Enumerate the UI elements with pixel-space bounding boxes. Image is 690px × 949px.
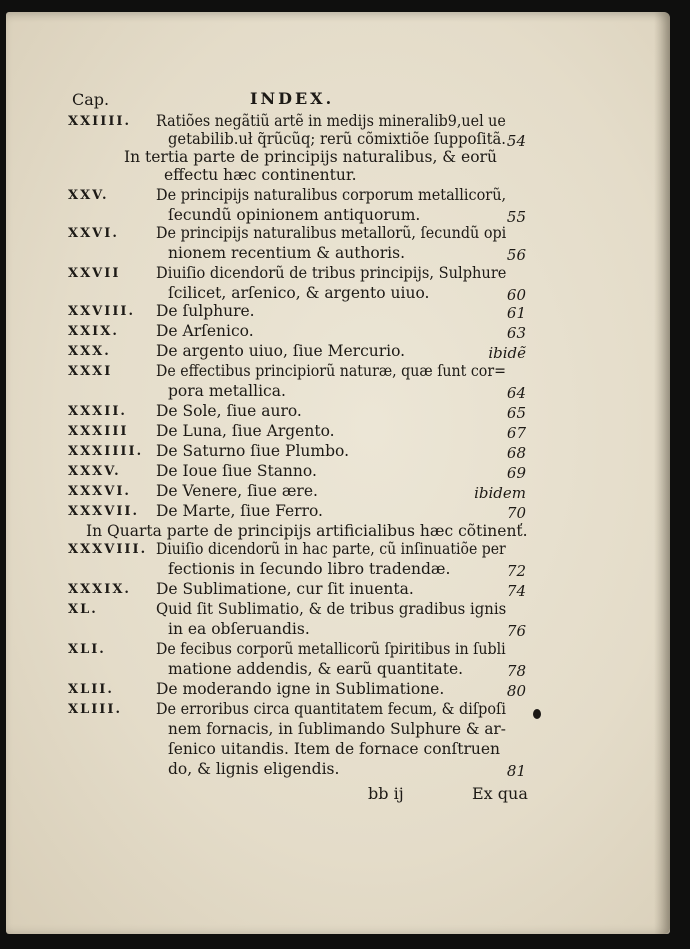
header-cap: Cap. bbox=[72, 90, 110, 109]
book-page bbox=[6, 12, 670, 934]
page-reference: 63 bbox=[506, 324, 526, 342]
page-reference: 76 bbox=[506, 622, 526, 640]
page-reference: 56 bbox=[506, 246, 526, 264]
chapter-number: XXXII. bbox=[68, 404, 127, 419]
chapter-title-line: Quid ſit Sublimatio, & de tribus gradibus ignis bbox=[156, 600, 507, 618]
chapter-title-line: De argento uiuo, ſiue Mercurio. bbox=[156, 342, 406, 360]
chapter-title-line: De Luna, ſiue Argento. bbox=[156, 422, 335, 440]
chapter-title-line: nionem recentium & authoris. bbox=[168, 244, 406, 262]
chapter-title-line: De effectibus principiorũ naturæ, quæ ſunt cor= bbox=[156, 362, 506, 380]
chapter-number: XXV. bbox=[68, 188, 109, 203]
page-reference: 80 bbox=[506, 682, 526, 700]
chapter-title-line: pora metallica. bbox=[168, 382, 286, 400]
chapter-number: XXX. bbox=[68, 344, 111, 359]
chapter-number: XL. bbox=[68, 602, 98, 617]
chapter-number: XLI. bbox=[68, 642, 106, 657]
chapter-title-line: De principijs naturalibus corporum metallicorũ, bbox=[156, 186, 507, 204]
chapter-title-line: De moderando igne in Sublimatione. bbox=[156, 680, 445, 698]
chapter-title-line: matione addendis, & earũ quantitate. bbox=[168, 660, 464, 678]
chapter-title-line: De Sublimatione, cur ſit inuenta. bbox=[156, 580, 414, 598]
signature-mark: bb ij bbox=[368, 784, 404, 803]
chapter-title-line: Diuiſio dicendorũ de tribus principijs, Sulphure bbox=[156, 264, 507, 282]
page-reference: 81 bbox=[506, 762, 526, 780]
chapter-title-line: in ea obſeruandis. bbox=[168, 620, 310, 638]
page-reference: 65 bbox=[506, 404, 526, 422]
page-reference: 60 bbox=[506, 286, 526, 304]
chapter-title-line: ſcilicet, arſenico, & argento uiuo. bbox=[168, 284, 430, 302]
chapter-title-line: De Sole, ſiue auro. bbox=[156, 402, 302, 420]
chapter-number: XXXVII. bbox=[68, 504, 140, 519]
section-heading: In tertia parte de principijs naturalibus, & eorũ bbox=[124, 148, 497, 166]
page-reference: ibidẽ bbox=[488, 344, 526, 362]
chapter-title-line: fectionis in ſecundo libro tradendæ. bbox=[168, 560, 451, 578]
chapter-number: XXIIII. bbox=[68, 114, 132, 129]
chapter-number: XXXVI. bbox=[68, 484, 131, 499]
chapter-title-line: De Ioue ſiue Stanno. bbox=[156, 462, 317, 480]
section-heading: effectu hæc continentur. bbox=[164, 166, 357, 184]
chapter-number: XXXV. bbox=[68, 464, 121, 479]
catchword: Ex qua bbox=[472, 784, 528, 803]
page-reference: 72 bbox=[506, 562, 526, 580]
chapter-title-line: Diuiſio dicendorũ in hac parte, cũ inſinuatiõe per bbox=[156, 540, 506, 558]
chapter-title-line: De Saturno ſiue Plumbo. bbox=[156, 442, 350, 460]
chapter-title-line: getabilib.uł q̃rũcũq; rerũ cõmixtiõe ſuppoſitã. bbox=[168, 130, 506, 148]
chapter-number: XXIX. bbox=[68, 324, 119, 339]
chapter-number: XLIII. bbox=[68, 702, 122, 717]
index-text bbox=[6, 12, 670, 934]
chapter-title-line: De Marte, ſiue Ferro. bbox=[156, 502, 323, 520]
chapter-number: XXXIII bbox=[68, 424, 129, 439]
chapter-title-line: do, & lignis eligendis. bbox=[168, 760, 340, 778]
page-reference: 70 bbox=[506, 504, 526, 522]
chapter-title-line: De principijs naturalibus metallorũ, ſecundũ opi bbox=[156, 224, 507, 242]
page-reference: 67 bbox=[506, 424, 526, 442]
page-reference: 69 bbox=[506, 464, 526, 482]
page-reference: 61 bbox=[506, 304, 526, 322]
chapter-title-line: De ſulphure. bbox=[156, 302, 255, 320]
chapter-title-line: De Venere, ſiue ære. bbox=[156, 482, 318, 500]
chapter-number: XXXI bbox=[68, 364, 113, 379]
chapter-title-line: nem fornacis, in ſublimando Sulphure & ar- bbox=[168, 720, 506, 738]
chapter-title-line: De fecibus corporũ metallicorũ ſpiritibus in ſubli bbox=[156, 640, 506, 658]
chapter-title-line: ſecundũ opinionem antiquorum. bbox=[168, 206, 421, 224]
chapter-title-line: De Arſenico. bbox=[156, 322, 254, 340]
page-reference: 55 bbox=[506, 208, 526, 226]
header-title: INDEX. bbox=[250, 89, 335, 108]
chapter-title-line: De erroribus circa quantitatem fecum, & diſpoſi bbox=[156, 700, 506, 718]
chapter-number: XXXIX. bbox=[68, 582, 131, 597]
page-reference: ibidem bbox=[474, 484, 526, 502]
page-reference: 78 bbox=[506, 662, 526, 680]
page-reference: 68 bbox=[506, 444, 526, 462]
chapter-number: XXVI. bbox=[68, 226, 119, 241]
chapter-number: XXXVIII. bbox=[68, 542, 148, 557]
chapter-number: XXVIII. bbox=[68, 304, 136, 319]
page-reference: 74 bbox=[506, 582, 526, 600]
chapter-title-line: Ratiões negãtiũ artẽ in medijs mineralib9,uel ue bbox=[156, 112, 506, 130]
section-heading: In Quarta parte de principijs artificialibus hæc cõtinenť. bbox=[86, 522, 528, 540]
chapter-number: XLII. bbox=[68, 682, 114, 697]
chapter-number: XXVII bbox=[68, 266, 121, 281]
ink-blot bbox=[533, 709, 541, 719]
chapter-title-line: ſenico uitandis. Item de fornace conſtruen bbox=[168, 740, 501, 758]
page-reference: 64 bbox=[506, 384, 526, 402]
chapter-number: XXXIIII. bbox=[68, 444, 144, 459]
page-reference: 54 bbox=[506, 132, 526, 150]
